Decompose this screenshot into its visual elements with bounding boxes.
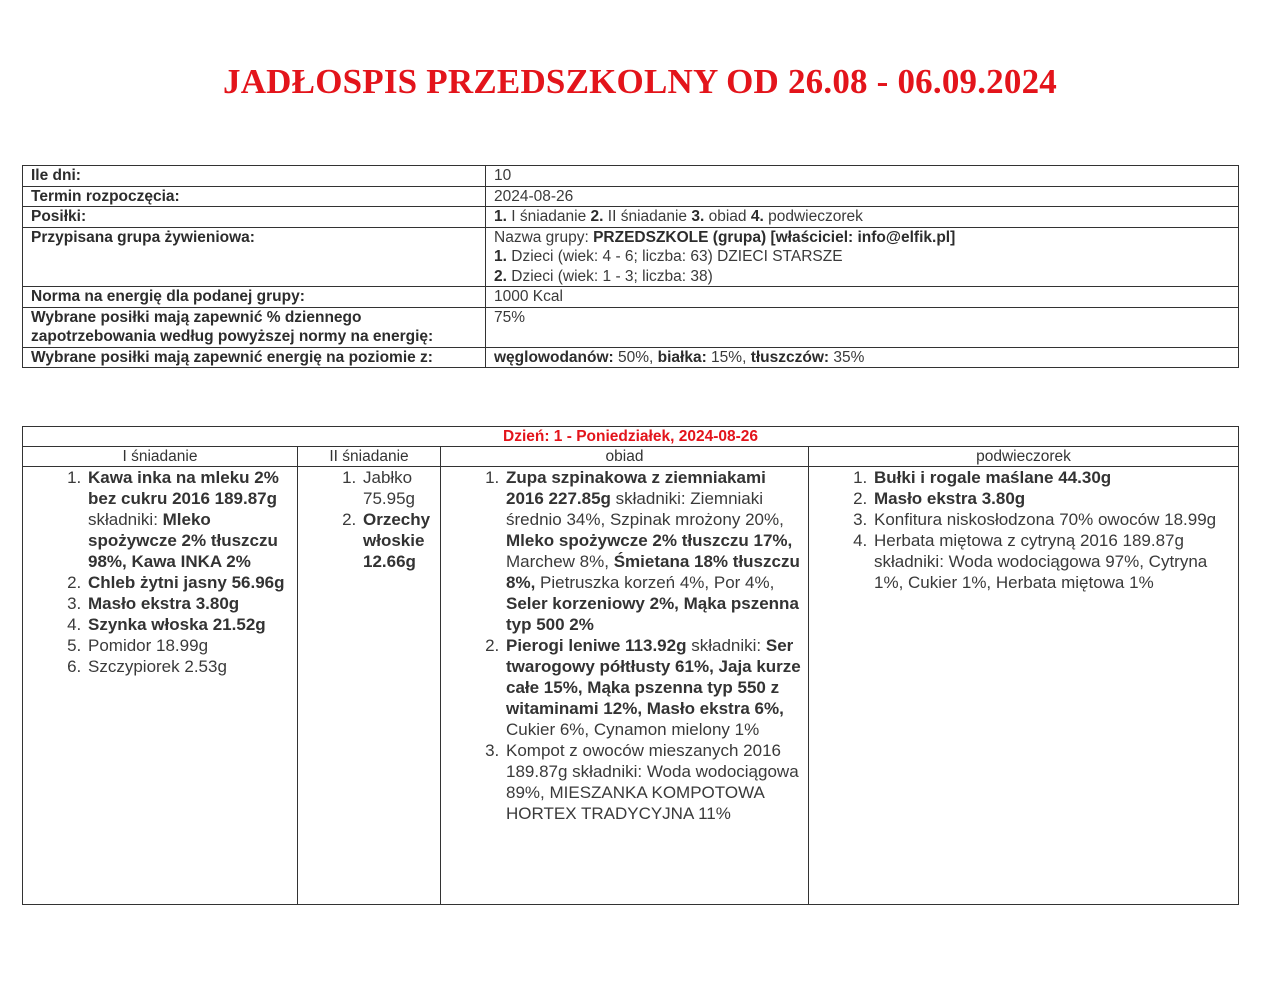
start-label: Termin rozpoczęcia: <box>23 186 486 207</box>
info-row-percent <box>23 307 1239 347</box>
menu-item-text: Cukier 6%, Cynamon mielony 1% <box>506 720 760 739</box>
menu-item-bold-text: Bułki i rogale maślane 44.30g <box>874 468 1112 487</box>
menu-item-text: Marchew 8%, <box>506 552 614 571</box>
breakfast2-cell <box>298 467 441 905</box>
info-row-meals <box>23 207 1239 228</box>
breakfast1-cell <box>23 467 298 905</box>
snack-cell <box>809 467 1239 905</box>
breakfast2-list <box>298 467 440 572</box>
menu-item <box>872 488 1232 509</box>
menu-item-text: Szczypiorek 2.53g <box>88 657 227 676</box>
menu-item-bold-text: Masło ekstra 3.80g <box>88 594 240 613</box>
info-row-days <box>23 166 1239 187</box>
snack-list <box>809 467 1238 593</box>
menu-item-bold-text: Kawa inka na mleku 2% bez cukru 2016 189.87g <box>88 468 279 508</box>
group-line-text: Dzieci (wiek: 4 - 6; liczba: 63) DZIECI STARSZE <box>506 248 843 265</box>
menu-item <box>361 509 434 572</box>
menu-item <box>504 740 802 824</box>
menu-item <box>872 467 1232 488</box>
menu-item-text: Jabłko 75.95g <box>363 468 415 508</box>
menu-item <box>86 614 291 635</box>
carb-value: 50%, <box>613 348 658 366</box>
meals-value <box>486 207 1239 228</box>
protein-label: białka: <box>657 348 707 366</box>
meal-name: obiad <box>704 208 751 225</box>
menu-item-text: Herbata miętowa z cytryną 2016 189.87g składniki: Woda wodociągowa 97%, Cytryna 1%, Cukier 1%, Herbata miętowa 1% <box>874 531 1208 592</box>
menu-item-bold-text: Orzechy włoskie 12.66g <box>363 510 431 571</box>
meal-columns-header <box>23 447 1239 467</box>
menu-item-text: Konfitura niskosłodzona 70% owoców 18.99g <box>874 510 1217 529</box>
menu-item-text: składniki: Ziemniaki średnio 34%, Szpinak mrożony 20%, <box>506 489 784 529</box>
info-row-start <box>23 186 1239 207</box>
menu-item-bold-text: Chleb żytni jasny 56.96g <box>88 573 285 592</box>
protein-value: 15%, <box>706 348 751 366</box>
menu-item-bold-text: Mleko spożywcze 2% tłuszczu 17%, <box>506 531 793 550</box>
menu-item <box>86 593 291 614</box>
start-value: 2024-08-26 <box>486 186 1239 207</box>
meal-name: II śniadanie <box>603 208 692 225</box>
menu-item <box>872 530 1232 593</box>
fat-label: tłuszczów: <box>750 348 830 366</box>
meal-num: 3. <box>691 208 705 225</box>
menu-item <box>86 635 291 656</box>
menu-item-text: Pietruszka korzeń 4%, Por 4%, <box>535 573 775 592</box>
menu-item-bold-text: Seler korzeniowy 2%, Mąka pszenna typ 500 2% <box>506 594 799 634</box>
menu-item-text: składniki: <box>88 510 163 529</box>
menu-item <box>86 572 291 593</box>
menu-item-bold-text: Zupa szpinakowa z ziemniakami 2016 227.85g <box>506 468 766 508</box>
info-row-group <box>23 227 1239 287</box>
menu-item-text: składniki: <box>686 636 766 655</box>
menu-item-bold-text: Mleko spożywcze 2% tłuszczu 98%, Kawa INKA 2% <box>88 510 278 571</box>
group-label: Przypisana grupa żywieniowa: <box>23 227 486 287</box>
meal-num: 2. <box>590 208 604 225</box>
column-lunch: obiad <box>441 447 809 467</box>
menu-item-text: Pomidor 18.99g <box>88 636 209 655</box>
energy-value: 1000 Kcal <box>486 287 1239 308</box>
group-line-text: Dzieci (wiek: 1 - 3; liczba: 38) <box>506 267 713 285</box>
days-label: Ile dni: <box>23 166 486 187</box>
menu-item <box>504 635 802 740</box>
menu-item <box>361 467 434 509</box>
percent-label: Wybrane posiłki mają zapewnić % dziennego zapotrzebowania według powyższej normy na energię: <box>23 307 486 347</box>
menu-item <box>504 467 802 635</box>
column-breakfast2: II śniadanie <box>298 447 441 467</box>
meal-name: I śniadanie <box>506 208 591 225</box>
menu-item-bold-text: Ser twarogowy półtłusty 61%, Jaja kurze całe 15%, Mąka pszenna typ 550 z witaminami 12%, Masło ekstra 6%, <box>506 636 801 718</box>
lunch-cell <box>441 467 809 905</box>
meal-num: 4. <box>750 208 764 225</box>
breakfast1-list <box>23 467 297 677</box>
group-name-label: Nazwa grupy: <box>494 228 594 246</box>
menu-item-bold-text: Szynka włoska 21.52g <box>88 615 266 634</box>
group-line-num: 2. <box>494 267 507 285</box>
carb-label: węglowodanów: <box>494 348 614 366</box>
page-title: JADŁOSPIS PRZEDSZKOLNY OD 26.08 - 06.09.2024 <box>223 62 1057 101</box>
percent-value: 75% <box>486 307 1239 347</box>
meal-name: podwieczorek <box>763 208 863 225</box>
energy-label: Norma na energię dla podanej grupy: <box>23 287 486 308</box>
days-value: 10 <box>486 166 1239 187</box>
menu-item <box>872 509 1232 530</box>
macro-label: Wybrane posiłki mają zapewnić energię na poziomie z: <box>23 347 486 368</box>
day-menu-table <box>22 426 1239 905</box>
menu-item-text: Kompot z owoców mieszanych 2016 189.87g składniki: Woda wodociągowa 89%, MIESZANKA KOMPOTOWA HORTEX TRADYCYJNA 11% <box>506 741 799 823</box>
column-breakfast1: I śniadanie <box>23 447 298 467</box>
meals-label: Posiłki: <box>23 207 486 228</box>
menu-item <box>86 656 291 677</box>
day-header: Dzień: 1 - Poniedziałek, 2024-08-26 <box>23 427 1239 447</box>
meal-num: 1. <box>494 208 507 225</box>
menu-item-bold-text: Śmietana 18% tłuszczu 8%, <box>506 552 800 592</box>
info-row-macro <box>23 347 1239 368</box>
menu-item <box>86 467 291 572</box>
lunch-list <box>441 467 808 824</box>
group-value <box>486 227 1239 287</box>
menu-item-bold-text: Masło ekstra 3.80g <box>874 489 1026 508</box>
plan-info-table <box>22 165 1239 368</box>
macro-value <box>486 347 1239 368</box>
fat-value: 35% <box>829 348 865 366</box>
info-row-energy <box>23 287 1239 308</box>
column-snack: podwieczorek <box>809 447 1239 467</box>
menu-item-bold-text: Pierogi leniwe 113.92g <box>506 636 687 655</box>
group-name: PRZEDSZKOLE (grupa) [właściciel: info@elfik.pl] <box>593 228 956 246</box>
group-line-num: 1. <box>494 248 507 265</box>
